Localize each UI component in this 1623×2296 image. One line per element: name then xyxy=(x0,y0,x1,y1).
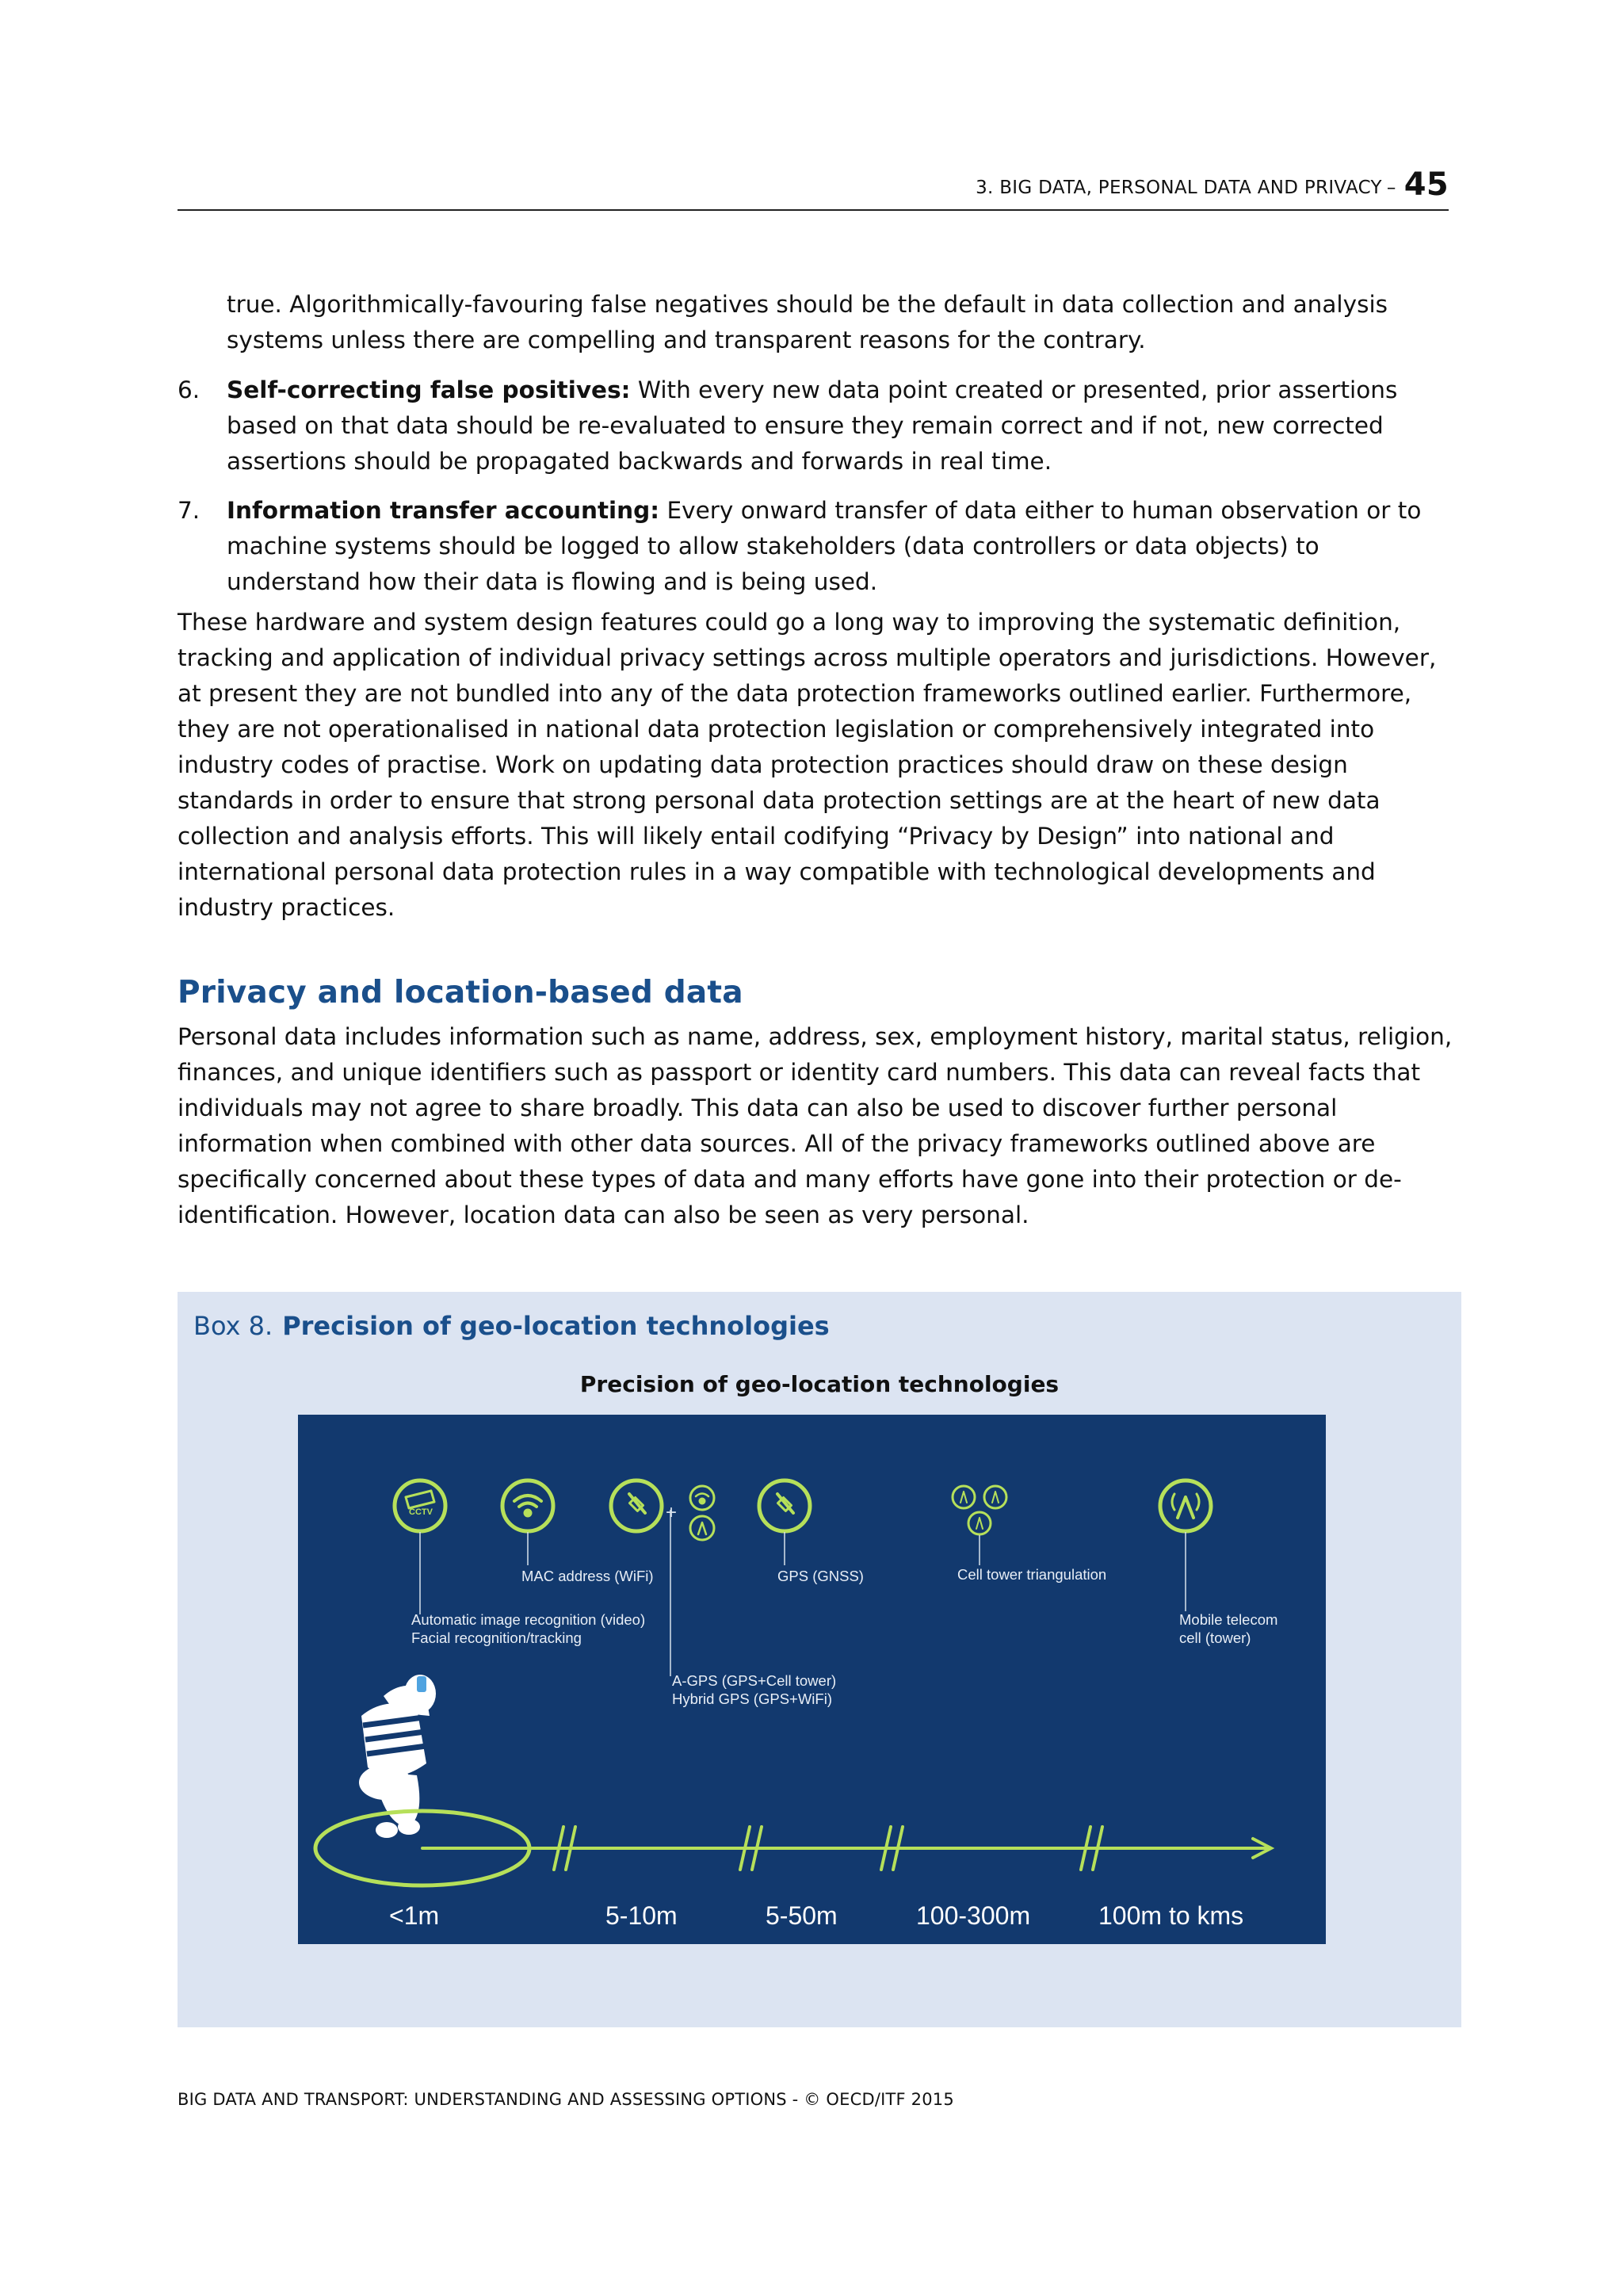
cell-tower-triangulation-icon xyxy=(953,1486,1006,1534)
running-title-separator: – xyxy=(1386,178,1396,198)
page-number: 45 xyxy=(1403,166,1449,203)
cctv-label: CCTV xyxy=(409,1507,433,1517)
tech-label-gps: GPS (GNSS) xyxy=(777,1568,864,1584)
list-item-term: Self-correcting false positives: xyxy=(227,376,631,403)
range-labels xyxy=(389,1901,1243,1930)
tech-label-image-recognition: Automatic image recognition (video) xyxy=(411,1611,646,1628)
box-title-text: Precision of geo-location technologies xyxy=(282,1311,830,1341)
tech-label-hybrid-gps: Hybrid GPS (GPS+WiFi) xyxy=(672,1690,832,1707)
list-item-number: 6. xyxy=(178,376,200,403)
satellite-icon xyxy=(611,1480,662,1531)
mobile-tower-icon xyxy=(1160,1480,1211,1531)
geo-location-figure xyxy=(298,1415,1326,1944)
running-header xyxy=(178,168,1449,211)
plus-sign: + xyxy=(666,1502,678,1523)
list-item-number: 7. xyxy=(178,497,200,524)
list-item-7 xyxy=(178,493,1453,600)
range-label: 5-50m xyxy=(766,1901,838,1930)
box-title xyxy=(193,1311,830,1341)
running-header-text xyxy=(976,166,1449,203)
list-item-content xyxy=(227,493,1453,600)
tech-label-facial-recognition: Facial recognition/tracking xyxy=(411,1629,582,1646)
list-continuation: true. Algorithmically-favouring false negatives should be the default in data collection and analysis systems unless there are compelling and transparent reasons for the contrary. xyxy=(227,291,1388,353)
gps-satellite-icon xyxy=(759,1480,810,1531)
section-heading: Privacy and location-based data xyxy=(178,975,743,1010)
range-label: <1m xyxy=(389,1901,440,1930)
range-label: 100-300m xyxy=(916,1901,1031,1930)
small-wifi-icon xyxy=(690,1486,714,1510)
small-cell-tower-icon xyxy=(690,1516,714,1540)
box-8 xyxy=(178,1292,1461,2027)
tech-label-mac: MAC address (WiFi) xyxy=(521,1568,654,1584)
page-footer: BIG DATA AND TRANSPORT: UNDERSTANDING AND ASSESSING OPTIONS - © OECD/ITF 2015 xyxy=(178,2090,954,2109)
box-label: Box 8. xyxy=(193,1311,273,1341)
figure-caption: Precision of geo-location technologies xyxy=(579,1371,1060,1397)
body-paragraph: Personal data includes information such as name, address, sex, employment history, marital status, religion, finances, and unique identifiers such as passport or identity card numbers. This data can reveal facts that individuals may not agree to share broadly. This data can also be used to discover further personal information when combined with other data sources. All of the privacy frameworks outlined above are specifically concerned about these types of data and many efforts have gone into their protection or de-identification. However, location data can also be seen as very personal. xyxy=(178,1023,1453,1228)
range-label: 5-10m xyxy=(605,1901,678,1930)
range-label: 100m to kms xyxy=(1098,1901,1244,1930)
body-paragraph: These hardware and system design features could go a long way to improving the systematic definition, tracking and application of individual privacy settings across multiple operators and jurisdictions. However, at present they are not bundled into any of the data protection frameworks outlined earlier. Furthermore, they are not operationalised in national data protection legislation or comprehensively integrated into industry codes of practise. Work on updating data protection practices should draw on these design standards in order to ensure that strong personal data protection settings are at the heart of new data collection and analysis efforts. This will likely entail codifying “Privacy by Design” into national and international personal data protection rules in a way compatible with technological developments and industry practices. xyxy=(178,609,1437,921)
tech-label-agps: A-GPS (GPS+Cell tower) xyxy=(672,1672,837,1689)
tech-label-cell-tri: Cell tower triangulation xyxy=(957,1566,1107,1583)
wifi-icon xyxy=(502,1480,553,1531)
list-item-text: With every new data point created or presented, prior assertions based on that data should be re-evaluated to ensure they remain correct and if not, new corrected assertions should be propagated backwards and forwards in real time. xyxy=(227,376,1398,475)
list-item-text: Every onward transfer of data either to human observation or to machine systems should be logged to allow stakeholders (data controllers or data objects) to understand how their data is flowing and is being used. xyxy=(227,497,1422,595)
distance-axis xyxy=(422,1827,1271,1870)
tech-label-cell-tower: cell (tower) xyxy=(1179,1629,1251,1646)
running-title: 3. BIG DATA, PERSONAL DATA AND PRIVACY xyxy=(976,178,1382,198)
list-item-term: Information transfer accounting: xyxy=(227,497,660,524)
cctv-icon xyxy=(395,1480,445,1531)
list-item-6 xyxy=(178,372,1453,479)
tech-label-mobile-telecom: Mobile telecom xyxy=(1179,1611,1278,1628)
list-item-content xyxy=(227,372,1453,479)
